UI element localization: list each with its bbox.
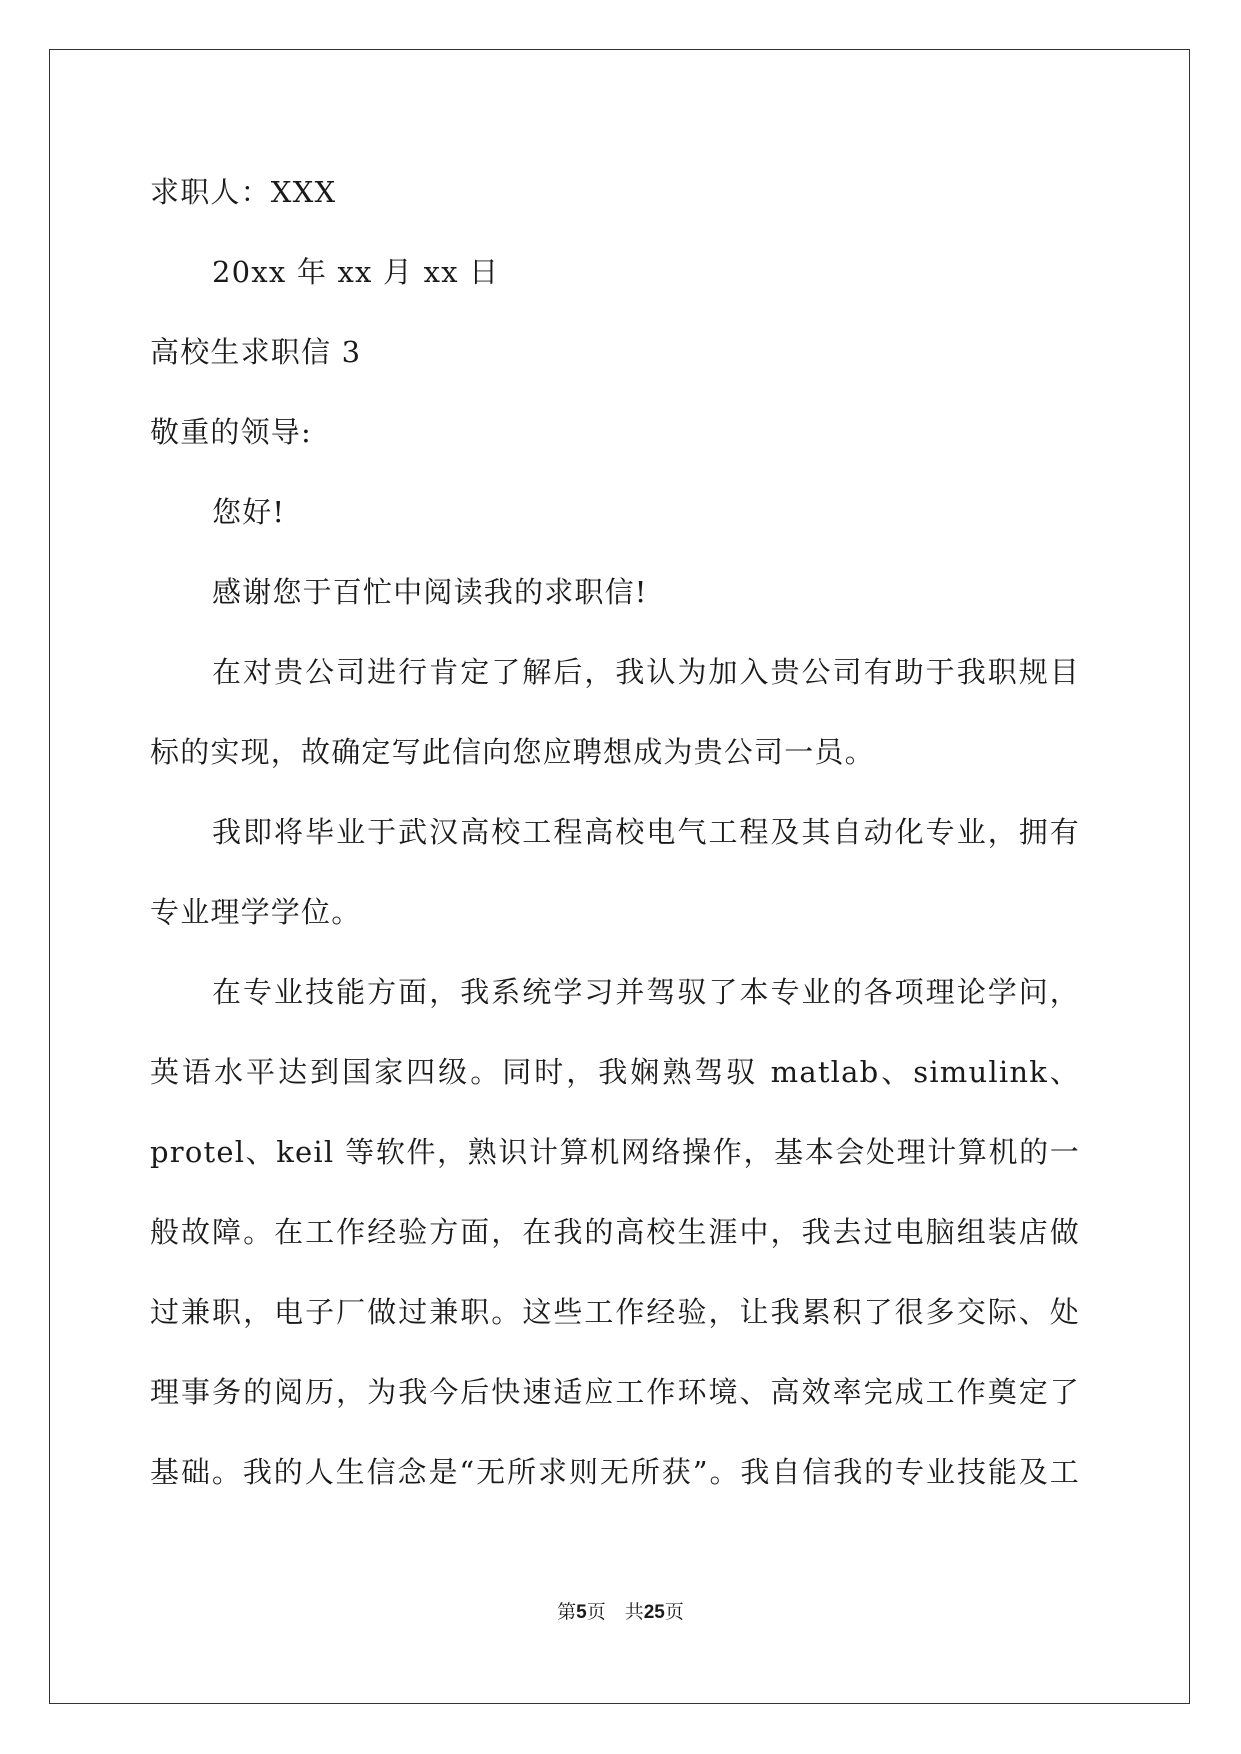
paragraph-line: 过兼职，电子厂做过兼职。这些工作经验，让我累积了很多交际、处 [150,1295,1080,1329]
date-line: 20xx 年 xx 月 xx 日 [212,255,500,289]
paragraph-line: 在对贵公司进行肯定了解后，我认为加入贵公司有助于我职规目 [212,655,1080,689]
footer-mid: 页 共 [586,1601,644,1623]
applicant-line: 求职人：XXX [150,175,337,209]
footer-prefix: 第 [557,1601,577,1623]
paragraph-line: 般故障。在工作经验方面，在我的高校生涯中，我去过电脑组装店做 [150,1215,1080,1249]
paragraph-line: 感谢您于百忙中阅读我的求职信! [212,575,648,609]
greeting: 您好! [212,495,286,529]
paragraph-line: 专业理学学位。 [150,895,362,929]
footer-suffix: 页 [664,1601,684,1623]
paragraph-line: 基础。我的人生信念是“无所求则无所获”。我自信我的专业技能及工 [150,1455,1080,1489]
paragraph-line: 理事务的阅历，为我今后快速适应工作环境、高效率完成工作奠定了 [150,1375,1080,1409]
letter-title: 高校生求职信 3 [150,335,362,369]
current-page-number: 5 [576,1602,587,1623]
paragraph-line: 标的实现，故确定写此信向您应聘想成为贵公司一员。 [150,735,875,769]
paragraph-line: 英语水平达到国家四级。同时，我娴熟驾驭 matlab、simulink、 [150,1055,1080,1089]
paragraph-line: 我即将毕业于武汉高校工程高校电气工程及其自动化专业，拥有 [212,815,1080,849]
paragraph-line: 在专业技能方面，我系统学习并驾驭了本专业的各项理论学问， [212,975,1080,1009]
page-footer [0,1600,1241,1625]
paragraph-line: protel、keil 等软件，熟识计算机网络操作，基本会处理计算机的一 [150,1135,1080,1169]
salutation: 敬重的领导: [150,415,312,449]
total-page-number: 25 [643,1602,665,1623]
